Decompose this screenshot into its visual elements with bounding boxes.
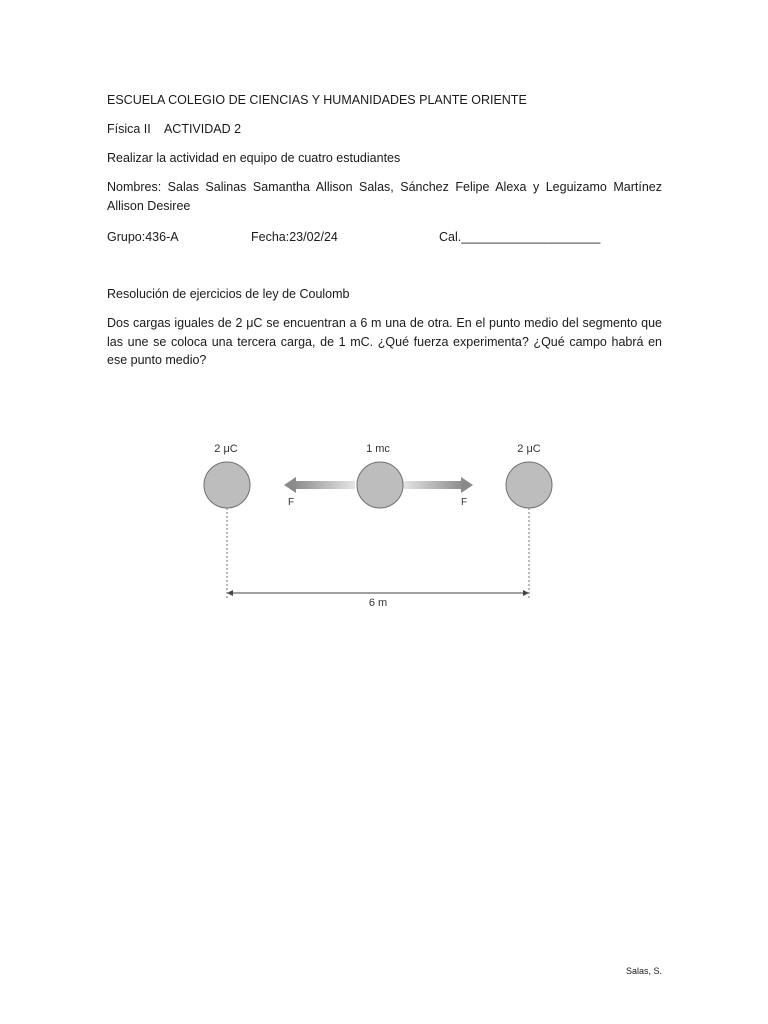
section-title: Resolución de ejercicios de ley de Coulomb <box>107 287 350 301</box>
student-names: Nombres: Salas Salinas Samantha Allison Salas, Sánchez Felipe Alexa y Leguizamo Martínez Allison Desiree <box>107 180 662 213</box>
instruction-line: Realizar la actividad en equipo de cuatro estudiantes <box>107 151 401 165</box>
left-force-label: F <box>287 497 295 508</box>
right-charge-label: 2 μC <box>517 443 541 455</box>
problem-statement: Dos cargas iguales de 2 μC se encuentran a 6 m una de otra. En el punto medio del segmento que las une se coloca una tercera carga, de 1 mC. ¿Qué fuerza experimenta? ¿Qué campo habrá en ese punto medio? <box>107 316 662 367</box>
right-force-label: F <box>460 497 468 508</box>
grade-field: Cal.____________________ <box>439 230 601 244</box>
course-line: Física II ACTIVIDAD 2 <box>107 122 242 136</box>
left-force-arrow-head <box>284 477 296 493</box>
middle-charge-label: 1 mc <box>366 443 390 455</box>
left-charge-label: 2 μC <box>214 443 238 455</box>
distance-arrow-left <box>227 590 233 596</box>
group-date-grade-row <box>107 228 662 246</box>
school-heading: ESCUELA COLEGIO DE CIENCIAS Y HUMANIDADES PLANTE ORIENTE <box>107 93 527 107</box>
distance-label: 6 m <box>368 597 388 609</box>
distance-arrow-right <box>523 590 529 596</box>
middle-charge-circle <box>357 462 403 508</box>
group-field: Grupo:436-A <box>107 230 179 244</box>
footer-author: Salas, S. <box>625 966 662 976</box>
left-force-arrow-shaft <box>293 481 355 489</box>
left-charge-circle <box>204 462 250 508</box>
coulomb-figure <box>196 436 566 618</box>
right-force-arrow-head <box>461 477 473 493</box>
right-charge-circle <box>506 462 552 508</box>
date-field: Fecha:23/02/24 <box>251 230 338 244</box>
right-force-arrow-shaft <box>402 481 464 489</box>
coulomb-diagram-svg <box>196 436 566 618</box>
